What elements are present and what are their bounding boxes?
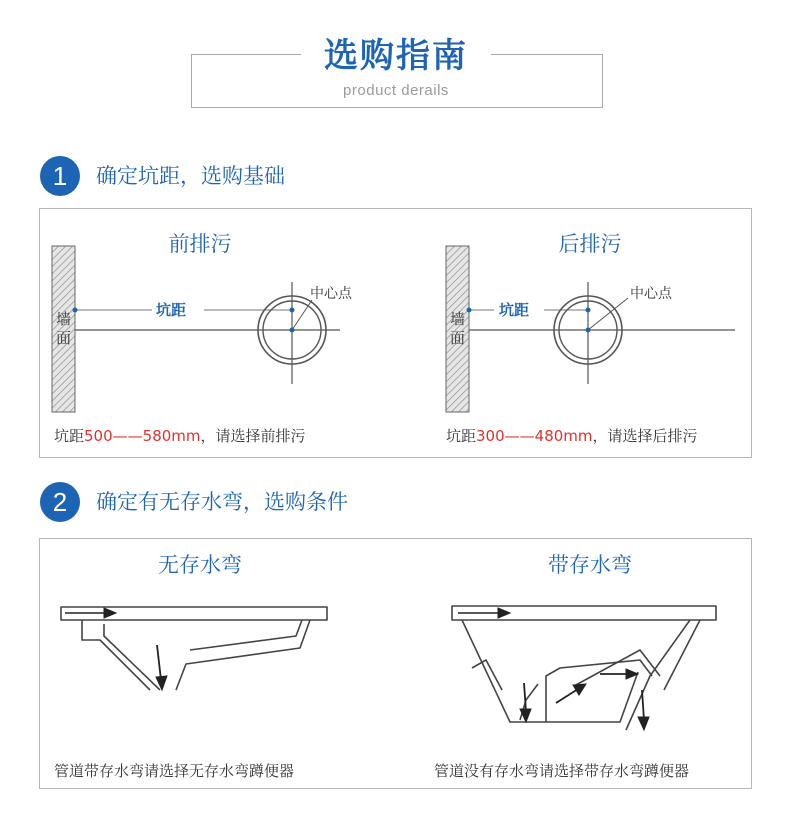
with-trap-caption: 管道没有存水弯请选择带存水弯蹲便器 [434,762,690,780]
page-subtitle: product derails [343,82,449,99]
front-drain-caption: 坑距500——580mm，请选择前排污 [54,427,306,445]
rear-center-label: 中心点 [630,286,672,302]
rear-distance-label: 坑距 [499,301,530,319]
front-distance-label: 坑距 [156,301,187,319]
without-trap-caption: 管道带存水弯请选择无存水弯蹲便器 [54,762,295,780]
with-trap-title: 带存水弯 [548,553,632,577]
step-1-title: 确定坑距，选购基础 [96,164,285,188]
rear-wall-label: 墙面 [450,310,466,347]
step-1-badge: 1 [40,156,80,196]
front-center-label: 中心点 [310,286,352,302]
step-2-badge: 2 [40,482,80,522]
step-2-title: 确定有无存水弯，选购条件 [96,490,348,514]
front-drain-title: 前排污 [168,232,232,256]
without-trap-title: 无存水弯 [158,553,242,577]
front-wall-label: 墙面 [56,310,72,347]
page-title: 选购指南 [324,36,468,76]
rear-drain-caption: 坑距300——480mm，请选择后排污 [446,427,698,445]
rear-drain-title: 后排污 [558,232,622,256]
